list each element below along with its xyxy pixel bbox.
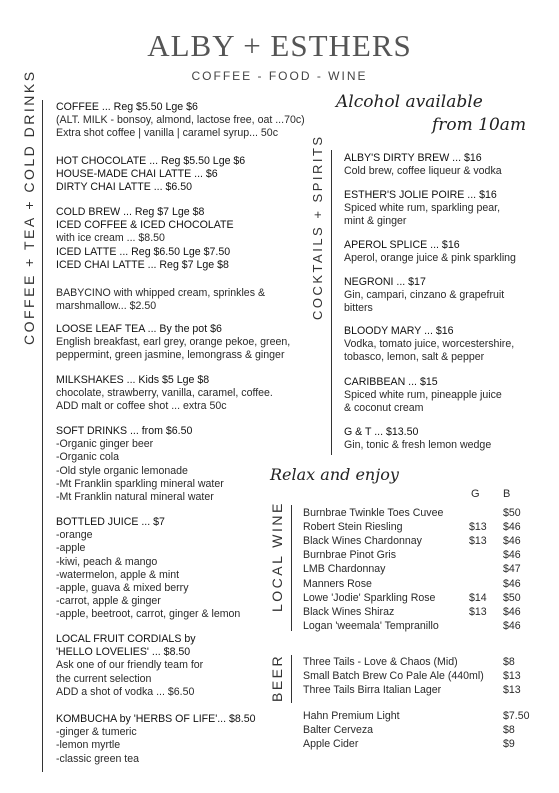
babycino-line: BABYCINO with whipped cream, sprinkles &: [56, 287, 266, 299]
cocktail-item: [344, 152, 502, 178]
beer-price: $7.50: [503, 710, 530, 722]
tea-block: [56, 323, 290, 363]
milkshake-line: chocolate, strawberry, vanilla, caramel, coffee.: [56, 387, 273, 400]
beer-row: [303, 684, 543, 697]
juice-block: [56, 516, 240, 622]
coffee-block: [56, 101, 305, 141]
beer-name: Three Tails - Love & Chaos (Mid): [303, 656, 458, 668]
wine-row: [303, 563, 543, 576]
wine-name: Burnbrae Twinkle Toes Cuvee: [303, 507, 444, 519]
cordials-block: [56, 633, 203, 699]
wine-bottle-price: $46: [503, 605, 521, 618]
coffee-line: Extra shot coffee | vanilla | caramel syrup... 50c: [56, 127, 278, 140]
cocktail-desc: Aperol, orange juice & pink sparkling: [344, 252, 516, 265]
alcohol-note-line2: from 10am: [432, 115, 527, 135]
wine-bottle-price: $50: [503, 591, 521, 604]
coffee-line: (ALT. MILK - bonsoy, almond, lactose free, oat ...70c): [56, 114, 305, 127]
beer-divider: [291, 655, 292, 703]
alcohol-note-line1: Alcohol available: [336, 92, 483, 112]
tea-line: peppermint, green jasmine, lemongrass & ginger: [56, 349, 285, 362]
wine-bottle-price: $47: [503, 563, 521, 576]
wine-name: Burnbrae Pinot Gris: [303, 549, 397, 562]
soft-line: SOFT DRINKS ... from $6.50: [56, 425, 193, 437]
wine-row: [303, 521, 543, 534]
cordial-line: Ask one of our friendly team for: [56, 659, 204, 672]
wine-bottle-price: $50: [503, 507, 521, 519]
wine-row: [303, 535, 543, 548]
wine-name: Logan 'weemala' Tempranillo: [303, 619, 439, 632]
section-coffee-tea-label: COFFEE + TEA + COLD DRINKS: [21, 69, 37, 345]
section-cocktails-label: COCKTAILS + SPIRITS: [310, 134, 325, 320]
tea-line: LOOSE LEAF TEA ... By the pot $6: [56, 323, 222, 335]
beer-row: [303, 670, 543, 683]
kombucha-line: -classic green tea: [56, 752, 140, 765]
juice-line: -apple: [56, 542, 86, 555]
tea-line: English breakfast, earl grey, orange pekoe, green,: [56, 336, 291, 349]
juice-line: -carrot, apple & ginger: [56, 595, 161, 608]
juice-line: -watermelon, apple & mint: [56, 568, 180, 581]
wine-bottle-price: $46: [503, 619, 521, 632]
cocktail-desc: tobasco, lemon, salt & pepper: [344, 351, 485, 364]
cocktail-desc: & coconut cream: [344, 402, 424, 415]
wine-bottle-price: $46: [503, 521, 521, 534]
wine-row: [303, 507, 543, 520]
beer-price: $13: [503, 684, 521, 697]
wine-name: Black Wines Shiraz: [303, 605, 395, 618]
section-local-wine-label: LOCAL WINE: [269, 501, 285, 612]
beer-name: Balter Cerveza: [303, 724, 374, 737]
beer-name: Small Batch Brew Co Pale Ale (440ml): [303, 670, 484, 683]
juice-line: -kiwi, peach & mango: [56, 555, 158, 568]
cordial-line: the current selection: [56, 672, 152, 685]
wine-row: [303, 592, 543, 605]
cocktail-item: [344, 276, 504, 316]
cold-drinks-block: [56, 206, 234, 272]
wine-glass-price: $14: [469, 591, 487, 604]
cocktail-item: [344, 426, 491, 452]
beer-name: Apple Cider: [303, 738, 359, 751]
wine-name: Robert Stein Riesling: [303, 521, 403, 534]
milkshake-line: ADD malt or coffee shot ... extra 50c: [56, 400, 227, 413]
kombucha-line: -lemon myrtle: [56, 739, 121, 752]
soft-line: -Old style organic lemonade: [56, 464, 188, 477]
kombucha-line: KOMBUCHA by 'HERBS OF LIFE'... $8.50: [56, 713, 256, 725]
cocktail-item: [344, 189, 500, 229]
beer-price: $8: [503, 724, 515, 737]
wine-name: Manners Rose: [303, 577, 372, 590]
wine-name: Lowe 'Jodie' Sparkling Rose: [303, 591, 436, 604]
hot-line: HOT CHOCOLATE ... Reg $5.50 Lge $6: [56, 155, 246, 167]
beer-row: [303, 724, 543, 737]
cocktail-desc: mint & ginger: [344, 215, 407, 228]
juice-line: -apple, guava & mixed berry: [56, 582, 189, 595]
cocktail-desc: Spiced white rum, pineapple juice: [344, 389, 502, 402]
wine-bottle-price: $46: [503, 577, 521, 590]
cold-line: ICED CHAI LATTE ... Reg $7 Lge $8: [56, 258, 229, 271]
wine-bottle-price: $46: [503, 535, 521, 548]
cocktail-desc: Cold brew, coffee liqueur & vodka: [344, 165, 502, 178]
cocktail-name: APEROL SPLICE ... $16: [344, 239, 460, 251]
hot-line: HOUSE-MADE CHAI LATTE ... $6: [56, 168, 218, 181]
soft-line: -Mt Franklin natural mineral water: [56, 491, 214, 504]
wine-name: LMB Chardonnay: [303, 563, 386, 576]
wine-divider: [291, 505, 292, 631]
soft-line: -Mt Franklin sparkling mineral water: [56, 477, 224, 490]
beer-name: Three Tails Birra Italian Lager: [303, 684, 442, 697]
babycino-line: marshmallow... $2.50: [56, 300, 157, 313]
wine-row: [303, 578, 543, 591]
cocktail-item: [344, 325, 514, 365]
wine-glass-price: $13: [469, 605, 487, 618]
page-subtitle: COFFEE - FOOD - WINE: [191, 69, 368, 83]
cordial-line: LOCAL FRUIT CORDIALS by: [56, 633, 196, 645]
wine-row: [303, 620, 543, 633]
kombucha-line: -ginger & tumeric: [56, 726, 137, 739]
juice-line: BOTTLED JUICE ... $7: [56, 516, 165, 528]
cocktail-name: CARIBBEAN ... $15: [344, 376, 438, 388]
juice-line: -apple, beetroot, carrot, ginger & lemon: [56, 608, 241, 621]
cocktail-name: ALBY'S DIRTY BREW ... $16: [344, 152, 482, 164]
section-beer-label: BEER: [269, 653, 285, 702]
beer-price: $13: [503, 670, 521, 683]
milkshake-line: MILKSHAKES ... Kids $5 Lge $8: [56, 374, 210, 386]
wine-col-bottle: B: [503, 488, 511, 500]
hot-drinks-block: [56, 155, 245, 195]
beer-price: $8: [503, 656, 515, 668]
wine-row: [303, 606, 543, 619]
cold-line: with ice cream ... $8.50: [56, 232, 165, 245]
soft-line: -Organic cola: [56, 451, 119, 464]
cordial-line: 'HELLO LOVELIES' ... $8.50: [56, 646, 191, 659]
cocktail-item: [344, 239, 516, 265]
hot-line: DIRTY CHAI LATTE ... $6.50: [56, 181, 193, 194]
wine-col-glass: G: [471, 488, 480, 500]
cocktail-desc: Spiced white rum, sparkling pear,: [344, 202, 501, 215]
cocktail-name: G & T ... $13.50: [344, 426, 419, 438]
cocktail-desc: Gin, campari, cinzano & grapefruit: [344, 289, 505, 302]
cordial-line: ADD a shot of vodka ... $6.50: [56, 685, 195, 698]
beer-name: Hahn Premium Light: [303, 710, 400, 722]
cocktail-name: NEGRONI ... $17: [344, 276, 426, 288]
wine-bottle-price: $46: [503, 549, 521, 562]
beer-price: $9: [503, 738, 515, 751]
cold-line: ICED COFFEE & ICED CHOCOLATE: [56, 219, 234, 232]
cocktail-desc: Vodka, tomato juice, worcestershire,: [344, 338, 515, 351]
cocktail-item: [344, 376, 502, 416]
wine-row: [303, 549, 543, 562]
cocktail-name: BLOODY MARY ... $16: [344, 325, 454, 337]
cocktail-desc: Gin, tonic & fresh lemon wedge: [344, 439, 492, 452]
relax-heading: Relax and enjoy: [270, 465, 399, 484]
cocktails-divider: [331, 150, 332, 455]
babycino-block: [56, 287, 265, 313]
coffee-line: COFFEE ... Reg $5.50 Lge $6: [56, 101, 198, 113]
wine-glass-price: $13: [469, 535, 487, 548]
page-title: ALBY + ESTHERS: [147, 28, 412, 63]
kombucha-block: [56, 713, 256, 766]
beer-row: [303, 710, 543, 723]
beer-row: [303, 738, 543, 751]
juice-line: -orange: [56, 529, 93, 542]
soft-line: -Organic ginger beer: [56, 438, 154, 451]
milkshakes-block: [56, 374, 273, 414]
cold-line: ICED LATTE ... Reg $6.50 Lge $7.50: [56, 245, 231, 258]
cocktail-desc: bitters: [344, 302, 373, 315]
soft-drinks-block: [56, 425, 224, 504]
cocktail-name: ESTHER'S JOLIE POIRE ... $16: [344, 189, 497, 201]
beer-row: [303, 656, 543, 669]
wine-glass-price: $13: [469, 521, 487, 534]
left-divider: [42, 100, 43, 772]
wine-name: Black Wines Chardonnay: [303, 535, 422, 548]
cold-line: COLD BREW ... Reg $7 Lge $8: [56, 206, 205, 218]
